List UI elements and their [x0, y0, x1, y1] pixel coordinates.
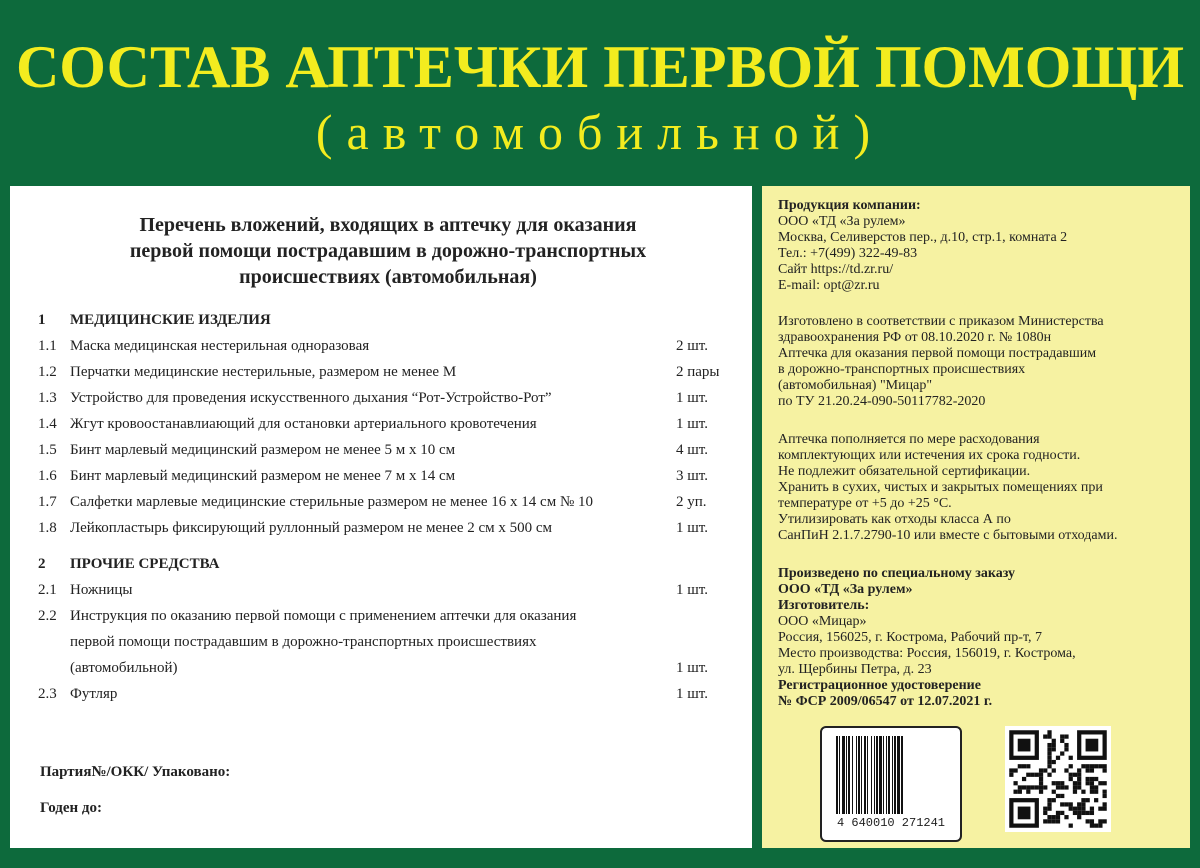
- info-panel: [762, 186, 1190, 848]
- batch-label: Партия№/ОКК/ Упаковано:: [40, 764, 231, 780]
- barcode-number: 4 640010 271241: [836, 816, 946, 830]
- page-title: СОСТАВ АПТЕЧКИ ПЕРВОЙ ПОМОЩИ: [15, 34, 1185, 100]
- page-subtitle: (автомобильной): [315, 104, 885, 160]
- barcode-bars: [836, 736, 948, 814]
- expiry-label: Годен до:: [40, 800, 103, 816]
- compliance-block: Изготовлено в соответствии с приказом Министерства здравоохранения РФ от 08.10.2020 г. № 1080н Аптечка для оказания первой помощи пострадавшим в дорожно-транспортных происшествиях (автомобильная) "Мицар" по ТУ 21.20.24-090-50117782-2020: [778, 314, 1104, 409]
- company-block: Продукция компании: ООО «ТД «За рулем» Москва, Селиверстов пер., д.10, стр.1, комната 2 Тел.: +7(499) 322-49-83 Сайт https://td.zr.ru/ E-mail: opt@zr.ru: [778, 198, 1068, 293]
- list-heading: Перечень вложений, входящих в аптечку для оказания первой помощи пострадавшим в дорожно-транспортных происшествиях (автомобильная): [129, 214, 647, 288]
- barcode: [820, 726, 962, 842]
- contents-panel: Перечень вложений, входящих в аптечку для оказания первой помощи пострадавшим в дорожно-транспортных происшествиях (автомобильная) 1 МЕДИЦИНСКИЕ ИЗДЕЛИЯ 1.1 Маска медицинская нестерильная одноразовая 2 шт. 1.2 Перчатки медицинские нестерильные, размером не менее М 2 пары 1.3 Устройство для проведения искусственного дыхания “Рот-Устройство-Рот” 1 шт. 1.4 Жгут кровоостанавлиающий для остановки артериального кровотечения 1 шт. 1.5 Бинт марлевый медицинский размером не менее 5 м х 10 см 4 шт. 1.6 Бинт марлевый медицинский размером не менее 7 м х 14 см 3 шт. 1.7 Салфетки марлевые медицинские стерильные размером не менее 16 х 14 см № 10 2 уп. 1.8 Лейкопластырь фиксирующий руллонный размером не менее 2 см х 500 см 1 шт. 2 ПРОЧИЕ СРЕДСТВА 2.1 Ножницы 1 шт. 2.2 Инструкция по оказанию первой помощи с применением аптечки для оказания первой помощи пострадавшим в дорожно-транспортных происшествиях (автомобильной) 1 шт. 2.3 Футляр 1 шт. Партия№/ОКК/ Упаковано: Годен до:: [10, 186, 752, 848]
- manufacturer-block: Произведено по специальному заказу ООО «ТД «За рулем» Изготовитель: ООО «Мицар» Россия, 156025, г. Кострома, Рабочий пр-т, 7 Место производства: Россия, 156019, г. Кострома, ул. Щербины Петра, д. 23 Регистрационное удостоверение № ФСР 2009/06547 от 12.07.2021 г.: [778, 566, 1076, 709]
- storage-block: Аптечка пополняется по мере расходования комплектующих или истечения их срока годности. Не подлежит обязательной сертификации. Хранить в сухих, чистых и закрытых помещениях при температуре от +5 до +25 °С. Утилизировать как отходы класса А по СанПиН 2.1.7.2790-10 или вместе с бытовыми отходами.: [778, 432, 1118, 543]
- qr-code: [1005, 726, 1111, 832]
